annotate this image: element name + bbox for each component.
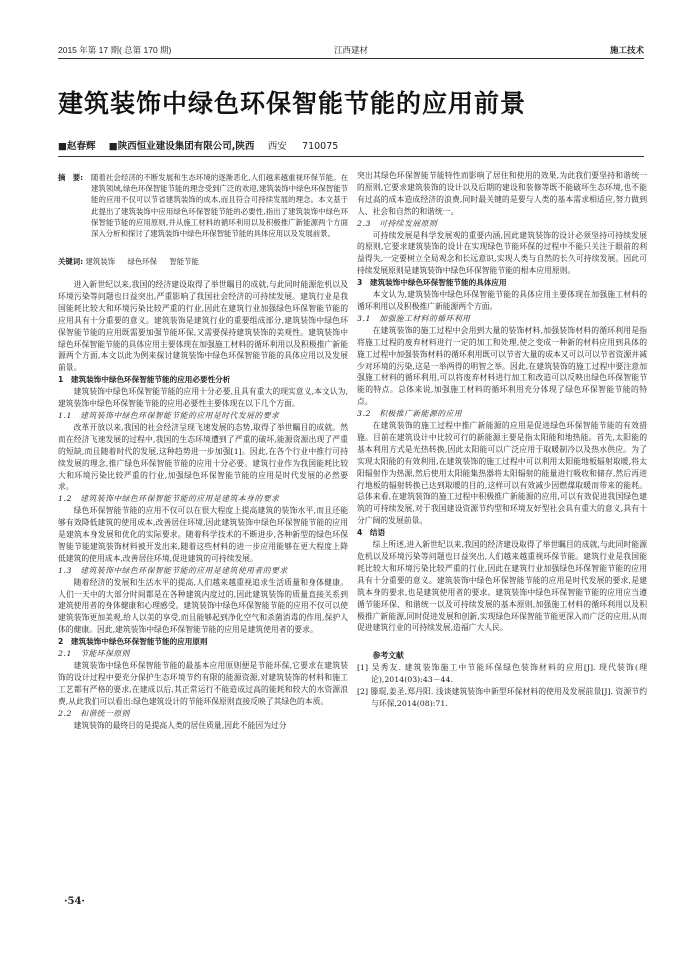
author-affiliation: ■陕西恒业建设集团有限公司,陕西 (108, 141, 255, 152)
paragraph: 随着经济的发展和生活水平的提高,人们越来越重视追求生活质量和身体健康。人们一天中的大部分时间都是在各种建筑内度过的,因此建筑装饰的质量直接关系到建筑使用者的身体健康和心理感受。建筑装饰中绿色环保智能节能的应用不仅可以使建筑装饰更加美观,给人以美的享受,而且能够起到净化空气和杀菌消毒的作用,保护人体的健康。因此,建筑装饰中绿色环保智能节能的应用是建筑使用者的要求。 (58, 577, 348, 635)
author-line (58, 138, 644, 152)
subsection-heading: 2.2 和谐统一原则 (58, 708, 130, 718)
keywords (58, 256, 348, 267)
right-column (357, 170, 647, 710)
subsection-heading: 2.1 节能环保原则 (58, 649, 130, 659)
subsection-heading: 1.2 建筑装饰中绿色环保智能节能的应用是建筑本身的要求 (58, 494, 280, 504)
paragraph: 绿色环保智能节能的应用不仅可以在很大程度上提高建筑的装饰水平,而且还能够有效降低建筑的使用成本,改善居住环境,因此建筑装饰中绿色环保智能节能的应用是建筑本身发展和优化的实际要求。随着科学技术的不断进步,各种新型的绿色环保智能节能建筑装饰材料被开发出来,随着这些材料的进一步应用能够在更大程度上降低建筑的使用成本,改善居住环境,促进建筑的可持续发展。 (58, 506, 348, 563)
reference-item: [2] 滕琨,姜圣,郑丹阳. 浅谈建筑装饰中新型环保材料的使用及发展前景[J]. 资源节约与环保,2014(08):71. (357, 687, 647, 708)
subsection-heading: 2.3 可持续发展原则 (357, 218, 438, 228)
paragraph: 可持续发展是科学发展观的重要内涵,因此建筑装饰的设计必须坚持可持续发展的原则,它要求建筑装饰的设计在实现绿色节能环保的过程中不能只关注于眼前的利益得失,一定要树立全局观念和长远意识,实现人类与自然的长久可持续发展。因此可持续发展原则是建筑装饰中绿色环保智能节能的根本应用原则。 (357, 230, 647, 276)
section-heading: 1 建筑装饰中绿色环保智能节能的应用必要性分析 (58, 375, 231, 385)
author-rule (58, 156, 644, 157)
subsection-heading: 3.1 加强施工材料的循环利用 (357, 313, 471, 323)
paragraph: 改革开放以来,我国的社会经济呈现飞速发展的态势,取得了举世瞩目的成就。然而在经济飞速发展的过程中,我国的生态环境遭到了严重的破坏,能源资源出现了严重的短缺,而且随着时代的发展,这种趋势进一步加强[1]。因此,在各个行业中推行可持续发展的理念,推广绿色环保智能节能的应用十分必要。建筑行业作为我国能耗比较大和环境污染比较严重的行业,加强绿色环保智能节能的应用是时代发展的必然要求。 (58, 422, 348, 492)
keyword: 绿色环保 (127, 257, 158, 266)
abstract-label: 摘 要: (58, 173, 84, 182)
subsection-heading: 1.3 建筑装饰中绿色环保智能节能的应用是建筑使用者的要求 (58, 565, 288, 575)
left-column (58, 279, 348, 731)
references-heading: 参考文献 (372, 651, 404, 661)
paragraph: 建筑装饰中绿色环保智能节能的应用十分必要,且具有重大的现实意义,本文认为,建筑装饰中绿色环保智能节能的应用必要性主要体现在以下几个方面。 (58, 387, 348, 409)
author-postcode: 710075 (302, 141, 339, 152)
section-heading: 4 结语 (357, 528, 386, 538)
paragraph: 在建筑装饰的施工过程中推广新能源的应用是促进绿色环保智能节能的有效措施。目前在建筑设计中比较可行的新能源主要是指太阳能和地热能。首先,太阳能的基本利用方式是光热转换,因此太阳能可以广泛应用于取暖制冷以及热水供应。为了实现太阳能的有效利用,在建筑装饰的施工过程中可以利用太阳能地板辐射取暖,将太阳辐射作为热源,然后使用太阳能集热器将太阳辐射的能量进行吸收和储存,然后再进行地板的辐射转换已达到取暖的目的,这样可以有效减少因燃煤取暖而带来的能耗。总体来看,在建筑装饰的施工过程中积极推广新能源的应用,可以有效促进我国绿色建筑的可持续发展,对于我国建设资源节约型和环境友好型社会具有重大的意义,具有十分广阔的发展前景。 (357, 421, 647, 526)
running-header (58, 44, 644, 58)
abstract (58, 172, 348, 239)
keyword: 智能节能 (169, 257, 199, 266)
paragraph: 在建筑装饰的施工过程中会用到大量的装饰材料,加强装饰材料的循环利用是指将施工过程的废弃材料进行一定的加工和处理,使之变成一种新的材料应用到具体的施工过程中加强装饰材料的循环利用既可以节省大量的成本又可以可以节省资源并减少对环境的污染,这是一举两得的明智之举。因此,在建筑装饰的施工过程中要注意加强施工材料的循环利用,可以将废弃材料进行加工和改造可以反映出绿色环保智能节能的特点。总体来说,加强施工材料的循环利用充分体现了绿色环保智能节能的特点。 (357, 325, 647, 407)
journal-name: 江西建材 (333, 45, 368, 55)
subsection-heading: 1.1 建筑装饰中绿色环保智能节能的应用是时代发展的要求 (58, 410, 280, 420)
section-heading: 3 建筑装饰中绿色环保智能节能的具体应用 (357, 278, 507, 288)
author-name: ■赵春辉 (58, 141, 96, 152)
issue-info: 2015 年第 17 期( 总第 170 期) (58, 45, 172, 55)
article-title: 建筑装饰中绿色环保智能节能的应用前景 (58, 89, 527, 118)
keywords-label: 关键词: (58, 257, 84, 266)
section-heading: 2 建筑装饰中绿色环保智能节能的应用原则 (58, 637, 208, 647)
section-name: 施工技术 (609, 45, 644, 55)
abstract-text: 随着社会经济的不断发展和生态环境的逐渐恶化,人们越来越重视环保节能。在建筑领域,绿色环保智能节能的理念受到广泛的欢迎,建筑装饰中绿色环保智能节能的应用不仅可以节省建筑装饰的成本,而且符合可持续发展的理念。本文基于此提出了建筑装饰中应用绿色环保智能节能的必要性,指出了建筑装饰中绿色环保智能节能的应用原则,并从施工材料的循环利用以及积极推广新能源两个方面深入分析和探讨了建筑装饰中绿色环保智能节能的具体应用以及发展前景。 (91, 173, 348, 239)
subsection-heading: 3.2 积极推广新能源的应用 (357, 409, 463, 419)
paragraph: 突出其绿色环保智能节能特性而影响了居住和使用的效果,为此我们要坚持和谐统一的原则,它要求建筑装饰的设计以及后期的建设和装修等既不能破坏生态环境,也不能有过高的成本造成经济的浪费,同时最关键的是要与人类的基本需求相适应,努力做到人、社会和自然的和谐统一。 (357, 171, 647, 216)
reference-item: [1] 吴秀友. 建筑装饰施工中节能环保绿色装饰材料的应用[J]. 现代装饰(理论),2014(03):43－44. (357, 663, 647, 685)
keyword: 建筑装饰 (85, 257, 116, 266)
page-number: ·54· (64, 896, 85, 907)
paragraph: 综上所述,进入新世纪以来,我国的经济建设取得了举世瞩目的成就,与此同时能源危机以及环境污染等问题也日益突出,人们越来越重视环保节能。建筑行业是我国能耗比较大和环境污染比较严重的行业,因此在建筑行业加强绿色环保智能节能的应用具有十分重要的意义。建筑装饰中绿色环保智能节能的应用是时代发展的要求,是建筑本身的要求,也是建筑使用者的要求。建筑装饰中绿色环保智能节能的应用应当遵循节能环保、和谐统一以及可持续发展的基本原则,加强施工材料的循环利用以及积极推广新能源,同时促进发展和创新,实现绿色环保智能节能更深入而广泛的应用,从而促进建筑行业的可持续发展,造福广大人民。 (357, 540, 647, 633)
paragraph: 本文认为,建筑装饰中绿色环保智能节能的具体应用主要体现在加强施工材料的循环利用以及积极推广新能源两个方面。 (357, 290, 647, 311)
author-city: 西安 (267, 141, 287, 152)
paragraph: 进入新世纪以来,我国的经济建设取得了举世瞩目的成就,与此同时能源危机以及环境污染等问题也日益突出,严重影响了我国社会经济的可持续发展。建筑行业是我国能耗比较大和环境污染比较严重的行业,因此在建筑行业加强绿色环保智能节能的应用具有十分重要的意义。建筑装饰是建筑行业的重要组成部分,建筑装饰中绿色环保智能节能的应用既需要加强节能环保,又需要保持建筑装饰的美观性。建筑装饰中绿色环保智能节能的具体应用主要体现在加强施工材料的循环利用以及积极推广新能源两个方面,本文以此为例来探讨建筑装饰中绿色环保智能节能的具体应用以及发展前景。 (58, 280, 348, 373)
paragraph: 建筑装饰中绿色环保智能节能的最基本应用原则便是节能环保,它要求在建筑装饰的设计过程中要充分保护生态环境节约有限的能源资源,对建筑装饰的材料和施工工艺都有严格的要求,在建成以后,其正常运行不能造成过高的能耗和较大的水资源浪费,从此我们可以看出:绿色建筑设计的节能环保原则直接反映了其绿色的本质。 (58, 661, 348, 706)
header-rule (58, 58, 644, 59)
paragraph: 建筑装饰的最终目的是提高人类的居住质量,因此不能因为过分 (73, 720, 287, 730)
